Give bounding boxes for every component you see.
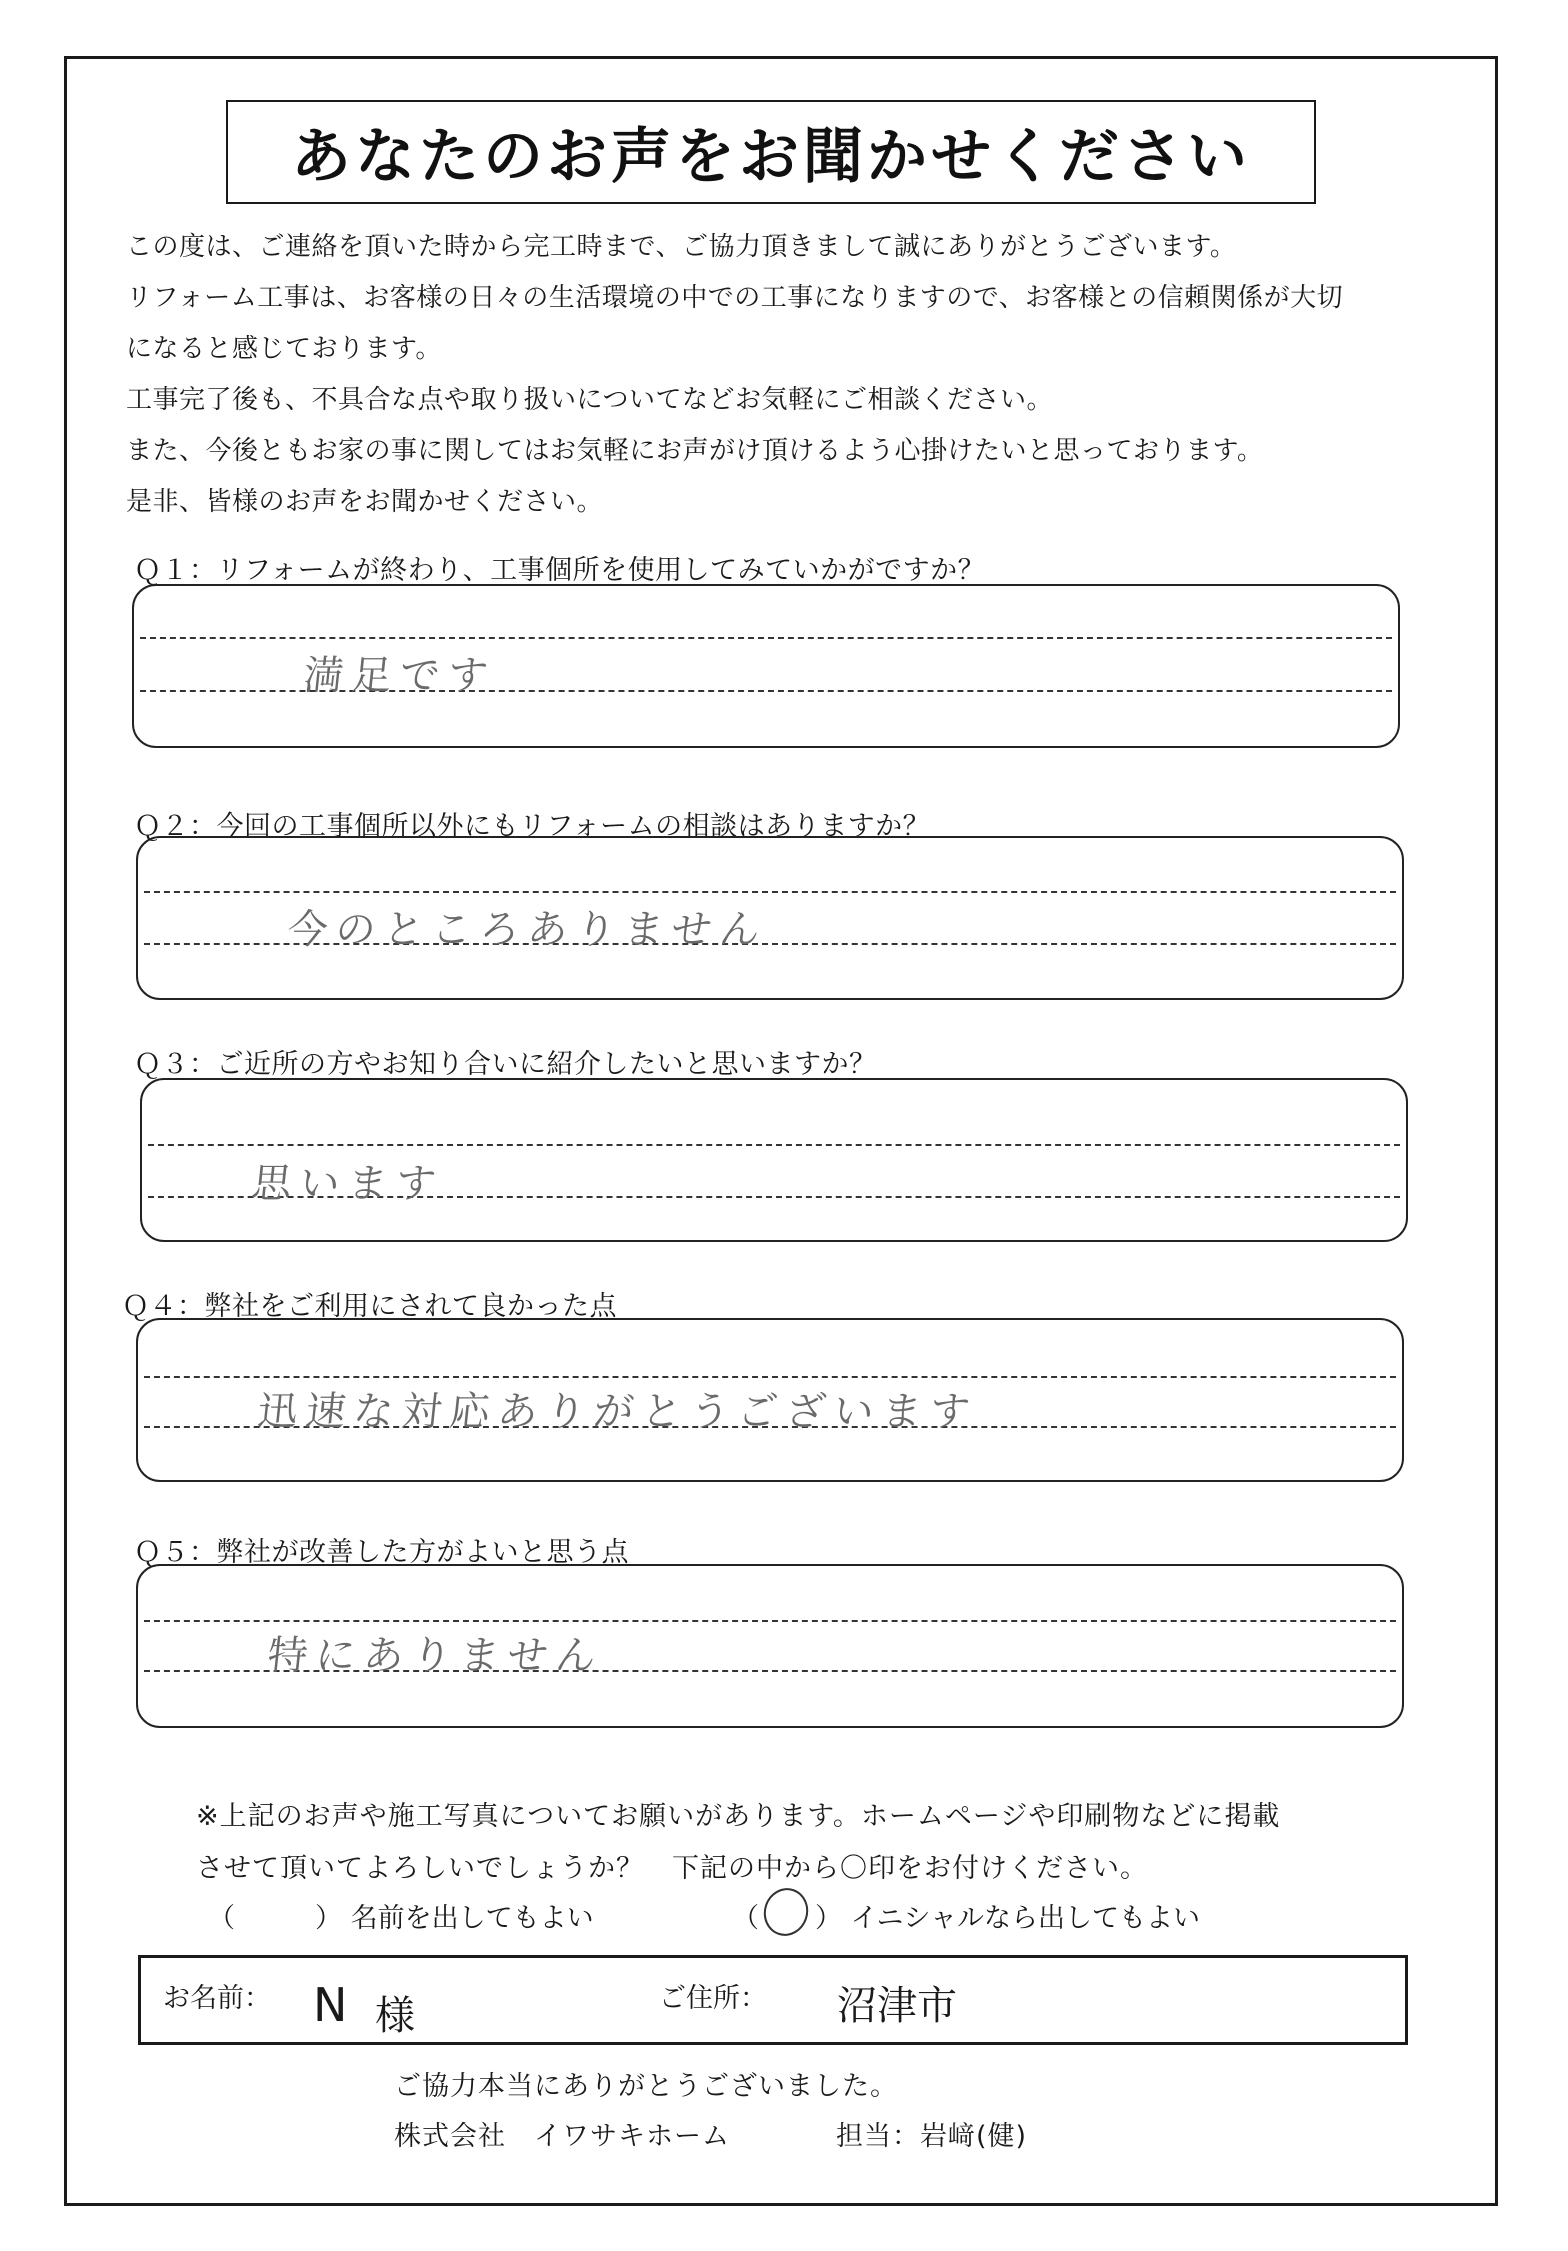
customer-info-box [138, 1955, 1408, 2045]
page-title: あなたのお声をお聞かせください [226, 100, 1316, 204]
address-value: 沼津市 [837, 1983, 957, 2029]
answer-3-handwriting: 思います [249, 1161, 447, 1207]
consent-note-line-1: ※上記のお声や施工写真についてお願いがあります。ホームページや印刷物などに掲載 [196, 1801, 1281, 1832]
option-close-paren: ） [815, 1903, 842, 1934]
staff-in-charge: 担当：岩﨑(健) [836, 2121, 1028, 2152]
intro-line: 是非、皆様のお声をお聞かせください。 [126, 487, 604, 517]
intro-line: この度は、ご連絡を頂いた時から完工時まで、ご協力頂きまして誠にありがとうございます。 [126, 232, 1237, 262]
answer-1-handwriting: 満足です [301, 653, 499, 699]
writing-guide-line [148, 1144, 1400, 1146]
answer-5-handwriting: 特にありません [265, 1633, 607, 1679]
option-name-ok[interactable] [208, 1896, 594, 1935]
intro-text [126, 222, 1446, 528]
address-label: ご住所： [659, 1983, 767, 2014]
consent-note-line-2: させて頂いてよろしいでしょうか？ 下記の中から〇印をお付けください。 [196, 1853, 1148, 1884]
answer-box-2 [136, 836, 1404, 1000]
answer-4-handwriting: 迅速な対応ありがとうございます [255, 1389, 981, 1435]
writing-guide-line [144, 1376, 1396, 1378]
writing-guide-line [140, 637, 1392, 639]
option-open-paren: （ [732, 1903, 759, 1934]
answer-box-3 [140, 1078, 1408, 1242]
name-label: お名前： [163, 1983, 271, 2014]
writing-guide-line [144, 1620, 1396, 1622]
option-label: 名前を出してもよい [350, 1903, 594, 1934]
company-name: 株式会社 イワサキホーム [394, 2121, 730, 2152]
answer-2-handwriting: 今のところありません [285, 907, 771, 953]
question-2-label: Ｑ２：今回の工事個所以外にもリフォームの相談はありますか？ [134, 811, 931, 842]
thanks-message: ご協力本当にありがとうございました。 [394, 2071, 898, 2102]
answer-box-5 [136, 1564, 1404, 1728]
option-label: イニシャルなら出してもよい [850, 1903, 1200, 1934]
option-open-paren: （ [208, 1903, 235, 1934]
question-5-label: Ｑ５：弊社が改善した方がよいと思う点 [134, 1537, 629, 1568]
intro-line: また、今後ともお家の事に関してはお気軽にお声がけ頂けるよう心掛けたいと思っております。 [126, 436, 1264, 466]
name-honorific: 様 [375, 1993, 415, 2039]
question-4-label: Ｑ４：弊社をご利用にされて良かった点 [122, 1291, 617, 1322]
answer-box-1 [132, 584, 1400, 748]
intro-line: 工事完了後も、不具合な点や取り扱いについてなどお気軽にご相談ください。 [126, 385, 1053, 415]
answer-box-4 [136, 1318, 1404, 1482]
question-1-label: Ｑ１：リフォームが終わり、工事個所を使用してみていかがですか？ [134, 555, 986, 586]
name-value: N [313, 1978, 348, 2032]
writing-guide-line [144, 891, 1396, 893]
option-close-paren: ） [315, 1903, 342, 1934]
question-3-label: Ｑ３：ご近所の方やお知り合いに紹介したいと思いますか？ [134, 1049, 877, 1080]
intro-line: になると感じております。 [126, 334, 442, 364]
intro-line: リフォーム工事は、お客様の日々の生活環境の中での工事になりますので、お客様との信頼関係が大切 [126, 283, 1344, 313]
